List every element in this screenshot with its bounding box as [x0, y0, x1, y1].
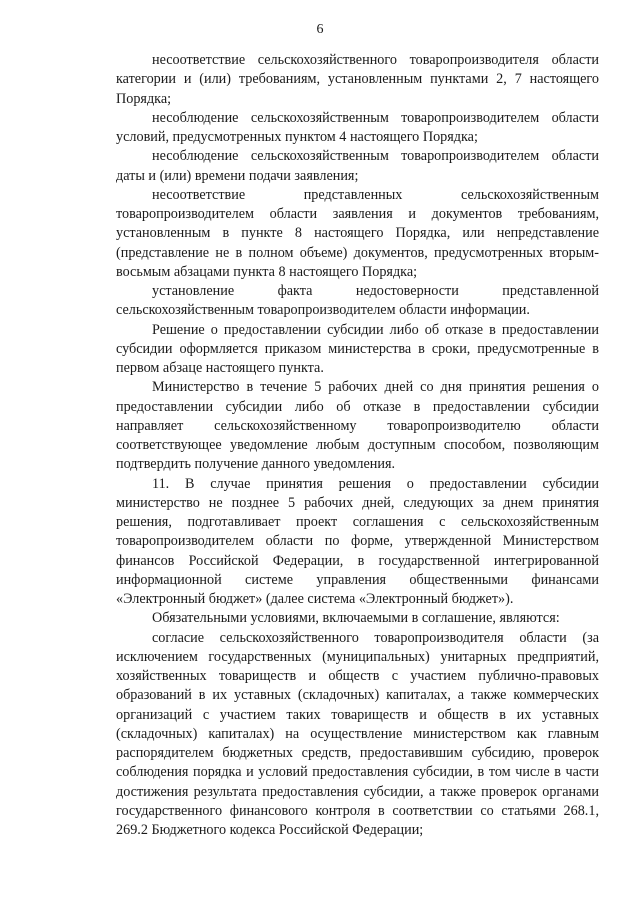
paragraph-item-11-agreement: 11. В случае принятия решения о предоставлении субсидии министерство не позднее 5 рабочих дней, следующих за днем принятия решения, подготавливает проект соглашения с сельскохозяйственным товаропроизводителем области по форме, утвержденной Министерством финансов Российской Федерации, в государственной интегрированной информационной системе управления общественными финансами «Электронный бюджет» (далее система «Электронный бюджет»). — [116, 475, 599, 607]
paragraph-category-mismatch: несоответствие сельскохозяйственного товаропроизводителя области категории и (или) требованиям, установленным пунктами 2, 7 настоящего Порядка; — [116, 52, 599, 107]
page-number: 6 — [316, 22, 324, 37]
paragraph-mandatory-conditions: Обязательными условиями, включаемыми в соглашение, являются: — [152, 610, 560, 627]
document-body — [116, 51, 599, 840]
paragraph-notification: Министерство в течение 5 рабочих дней со дня принятия решения о предоставлении субсидии либо об отказе в предоставлении субсидии направляет сельскохозяйственному товаропроизводителю области соответствующее уведомление любым доступным способом, позволяющим подтвердить получение данного уведомления. — [116, 379, 599, 473]
paragraph-conditions-violation: несоблюдение сельскохозяйственным товаропроизводителем области условий, предусмотренных пунктом 4 настоящего Порядка; — [116, 109, 599, 145]
paragraph-consent-to-audit: согласие сельскохозяйственного товаропроизводителя области (за исключением государственных (муниципальных) унитарных предприятий, хозяйственных товариществ и обществ с участием публично-правовых образований в их уставных (складочных) капиталах, а также коммерческих организаций с участием таких товариществ и обществ в их уставных (складочных) капиталах) на осуществление министерством как главным распорядителем бюджетных средств, предоставившим субсидию, проверок соблюдения порядка и условий предоставления субсидии, в том числе в части достижения результата предоставления субсидии, а также проверок органами государственного финансового контроля в соответствии со статьями 268.1, 269.2 Бюджетного кодекса Российской Федерации; — [116, 629, 599, 838]
paragraph-documents-mismatch: несоответствие представленных сельскохозяйственным товаропроизводителем области заявления и документов требованиям, установленным в пункте 8 настоящего Порядка, или непредставление (представление не в полном объеме) документов, предусмотренных вторым-восьмым абзацами пункта 8 настоящего Порядка; — [116, 186, 599, 280]
paragraph-decision-order: Решение о предоставлении субсидии либо об отказе в предоставлении субсидии оформляется приказом министерства в сроки, предусмотренные в первом абзаце настоящего пункта. — [116, 321, 599, 376]
paragraph-date-time-violation: несоблюдение сельскохозяйственным товаропроизводителем области даты и (или) времени подачи заявления; — [116, 148, 599, 184]
paragraph-false-information: установление факта недостоверности представленной сельскохозяйственным товаропроизводителем области информации. — [116, 283, 599, 319]
